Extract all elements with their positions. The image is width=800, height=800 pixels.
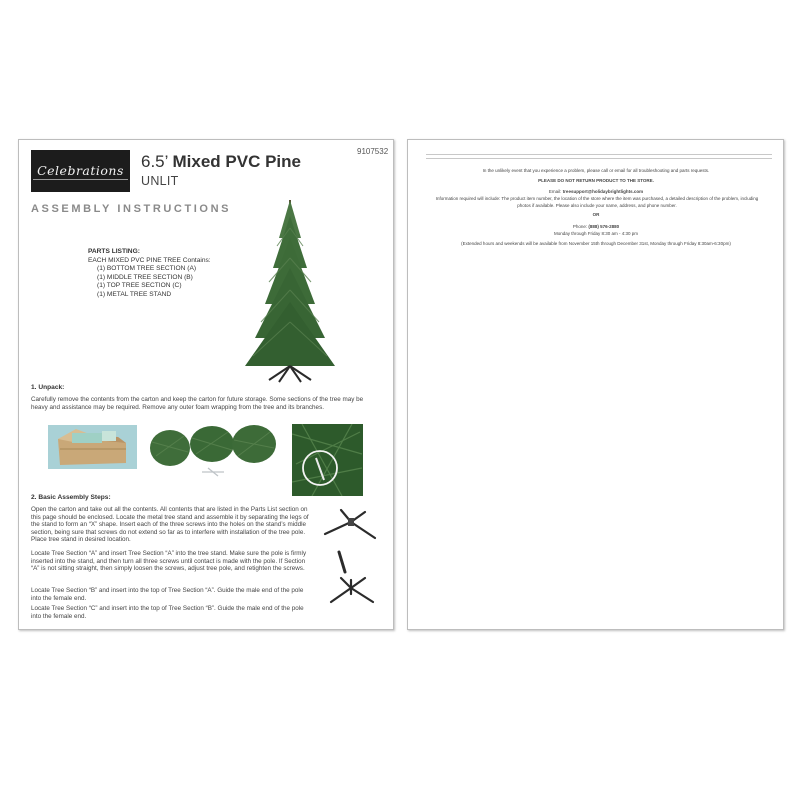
divider — [426, 154, 772, 155]
brand-logo-text: Celebrations — [33, 163, 128, 180]
support-email — [420, 189, 772, 196]
product-size: 6.5’ — [141, 152, 168, 171]
product-subtitle: UNLIT — [141, 174, 179, 188]
divider — [426, 158, 772, 159]
parts-item: (1) BOTTOM TREE SECTION (A) — [97, 265, 197, 273]
tree-sections-photo — [148, 422, 279, 480]
parts-item: (1) METAL TREE STAND — [97, 290, 172, 298]
assembly-step-text: Open the carton and take out all the contents. All contents that are listed in the Parts List section on this page should be enclosed. Locate the metal tree stand and assemble it by separating the legs of the stand to form an “X” shape. Insert each of the three screws into the holes on the stand’s middle section, being sure that screws do not extend so far as to interfere with installation of the tree pole. Place tree stand in desired location. — [31, 506, 309, 544]
support-info: Information required will include: The product item number, the location of the store where the item was purchased, a detailed description of the problem, including photos if available. Please also include your name, address, and phone number. — [435, 196, 759, 208]
assembly-step-text: Locate Tree Section “B” and insert into the top of Tree Section “A”. Guide the male end of the pole into the female end. — [31, 587, 304, 602]
assembly-step-text: Locate Tree Section “C” and insert into the top of Tree Section “B”. Guide the male end of the pole into the female end. — [31, 605, 304, 620]
parts-intro: EACH MIXED PVC PINE TREE Contains: — [88, 256, 211, 264]
parts-listing — [88, 248, 211, 300]
support-phone — [420, 224, 772, 231]
email-label: Email: — [548, 189, 562, 194]
support-hours: Monday through Friday 8:30 am - 4:30 pm — [553, 231, 639, 236]
support-extended-hours: (Extended hours and weekends will be available from November 15th through December 31st, Monday through Friday 8:30am-6:30pm) — [461, 241, 731, 246]
product-title — [141, 152, 301, 172]
pole-closeup-photo — [292, 424, 363, 496]
stand-x-shape-image — [319, 508, 383, 546]
parts-item: (1) MIDDLE TREE SECTION (B) — [97, 273, 193, 281]
instruction-page-back — [407, 139, 784, 630]
support-warning — [420, 178, 772, 185]
warning-text: PLEASE DO NOT RETURN PRODUCT TO THE STORE. — [538, 178, 654, 183]
carton-photo — [48, 425, 137, 469]
stand-with-pole-image — [325, 550, 381, 610]
assembly-step-text: Locate Tree Section “A” and insert Tree Section “A” into the tree stand. Make sure the pole is firmly inserted into the stand, and then turn all three screws until contact is made with the pole. If Section “A” is not sitting straight, then simply loosen the screws, adjust tree pole, and retighten the screws. — [31, 550, 307, 573]
unpack-heading: 1. Unpack: — [31, 384, 65, 391]
support-intro: In the unlikely event that you experience a problem, please call or email for all troubleshooting and parts requests. — [482, 168, 710, 173]
instruction-page-front — [18, 139, 394, 630]
or-text: OR — [592, 212, 600, 217]
email-link[interactable]: treesupport@holidaybrightlights.com — [562, 189, 644, 194]
phone-number[interactable]: (888) 576-2880 — [588, 224, 620, 229]
page-heading: ASSEMBLY INSTRUCTIONS — [31, 203, 232, 215]
phone-label: Phone: — [572, 224, 588, 229]
parts-header: PARTS LISTING: — [88, 248, 140, 255]
brand-logo — [31, 150, 130, 192]
parts-item: (1) TOP TREE SECTION (C) — [97, 282, 182, 290]
basic-assembly-heading: 2. Basic Assembly Steps: — [31, 494, 111, 501]
assembled-tree-image — [239, 198, 343, 384]
support-or — [420, 212, 772, 219]
unpack-text: Carefully remove the contents from the carton and keep the carton for future storage. Some sections of the tree may be heavy and assistance may be required. Remove any outer foam wrapping from the tree and its branches. — [31, 396, 364, 411]
sku-number: 9107532 — [357, 147, 389, 156]
product-name: Mixed PVC Pine — [172, 152, 301, 171]
